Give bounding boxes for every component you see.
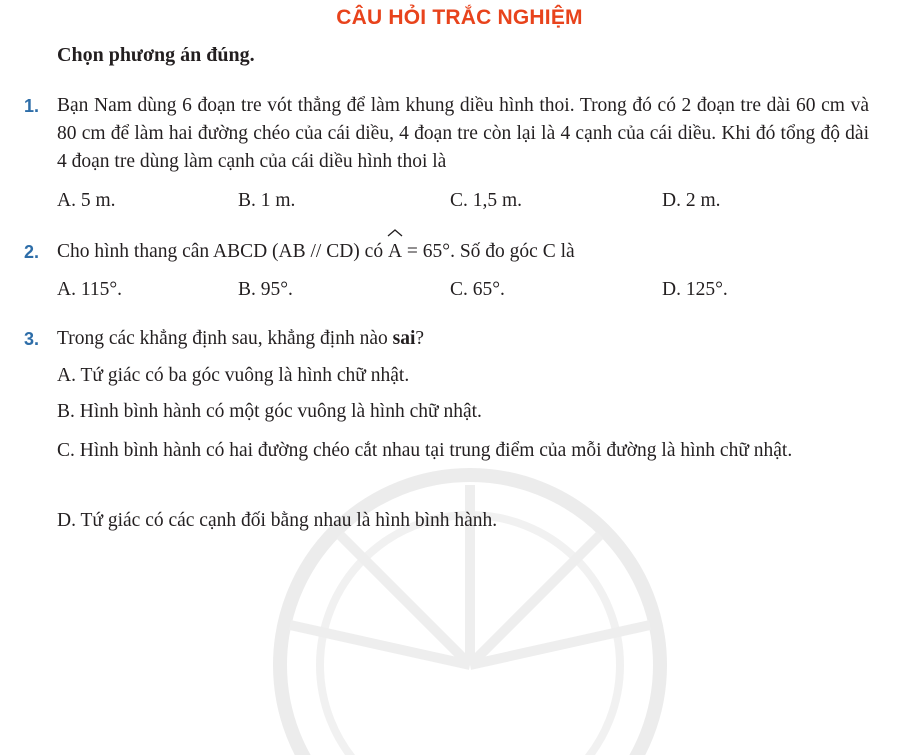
option-b[interactable]: B. 1 m. [238,190,296,211]
watermark-wheel-icon [260,455,680,755]
option-d[interactable]: D. Tứ giác có các cạnh đối bằng nhau là hình bình hành. [57,510,498,531]
option-d[interactable]: D. 125°. [662,279,728,300]
question-text-start: Trong các khẳng định sau, khẳng định nào [57,328,388,349]
option-a[interactable]: A. 5 m. [57,190,116,211]
question-1-options [57,187,857,215]
question-3 [24,325,869,353]
option-b[interactable]: B. 95°. [238,279,293,300]
angle-letter: A [387,241,403,262]
option-b[interactable]: B. Hình bình hành có một góc vuông là hình chữ nhật. [57,401,482,422]
question-text-end: ? [415,328,425,349]
angle-hat-icon [387,229,403,237]
option-a[interactable]: A. Tứ giác có ba góc vuông là hình chữ nhật. [57,365,410,386]
question-number: 3. [24,329,40,349]
question-number: 1. [24,96,40,116]
option-a[interactable]: A. 115°. [57,279,123,300]
option-c[interactable]: C. Hình bình hành có hai đường chéo cắt nhau tại trung điểm của mỗi đường là hình chữ nhật. [57,440,793,461]
question-text-end: = 65°. Số đo góc C là [406,241,575,262]
section-title: CÂU HỎI TRẮC NGHIỆM [336,6,583,29]
question-text [57,325,869,353]
question-text-start: Cho hình thang cân ABCD (AB // CD) có [57,241,384,262]
question-text [57,238,869,266]
option-c[interactable]: C. 1,5 m. [450,190,523,211]
option-d[interactable]: D. 2 m. [662,190,721,211]
question-2-options [57,276,857,304]
question-2 [24,238,869,266]
option-c[interactable]: C. 65°. [450,279,505,300]
question-1 [24,92,869,176]
instruction-heading: Chọn phương án đúng. [57,44,255,66]
emphasis-word: sai [392,328,416,349]
question-number: 2. [24,242,40,262]
angle-symbol [388,238,402,266]
question-text: Bạn Nam dùng 6 đoạn tre vót thẳng để làm khung diều hình thoi. Trong đó có 2 đoạn tre dài 60 cm và 80 cm để làm hai đường chéo của cái diều, 4 đoạn tre còn lại là 4 cạnh của cái diều. Khi đó tổng độ dài 4 đoạn tre dùng làm cạnh của cái diều hình thoi là [57,95,869,172]
